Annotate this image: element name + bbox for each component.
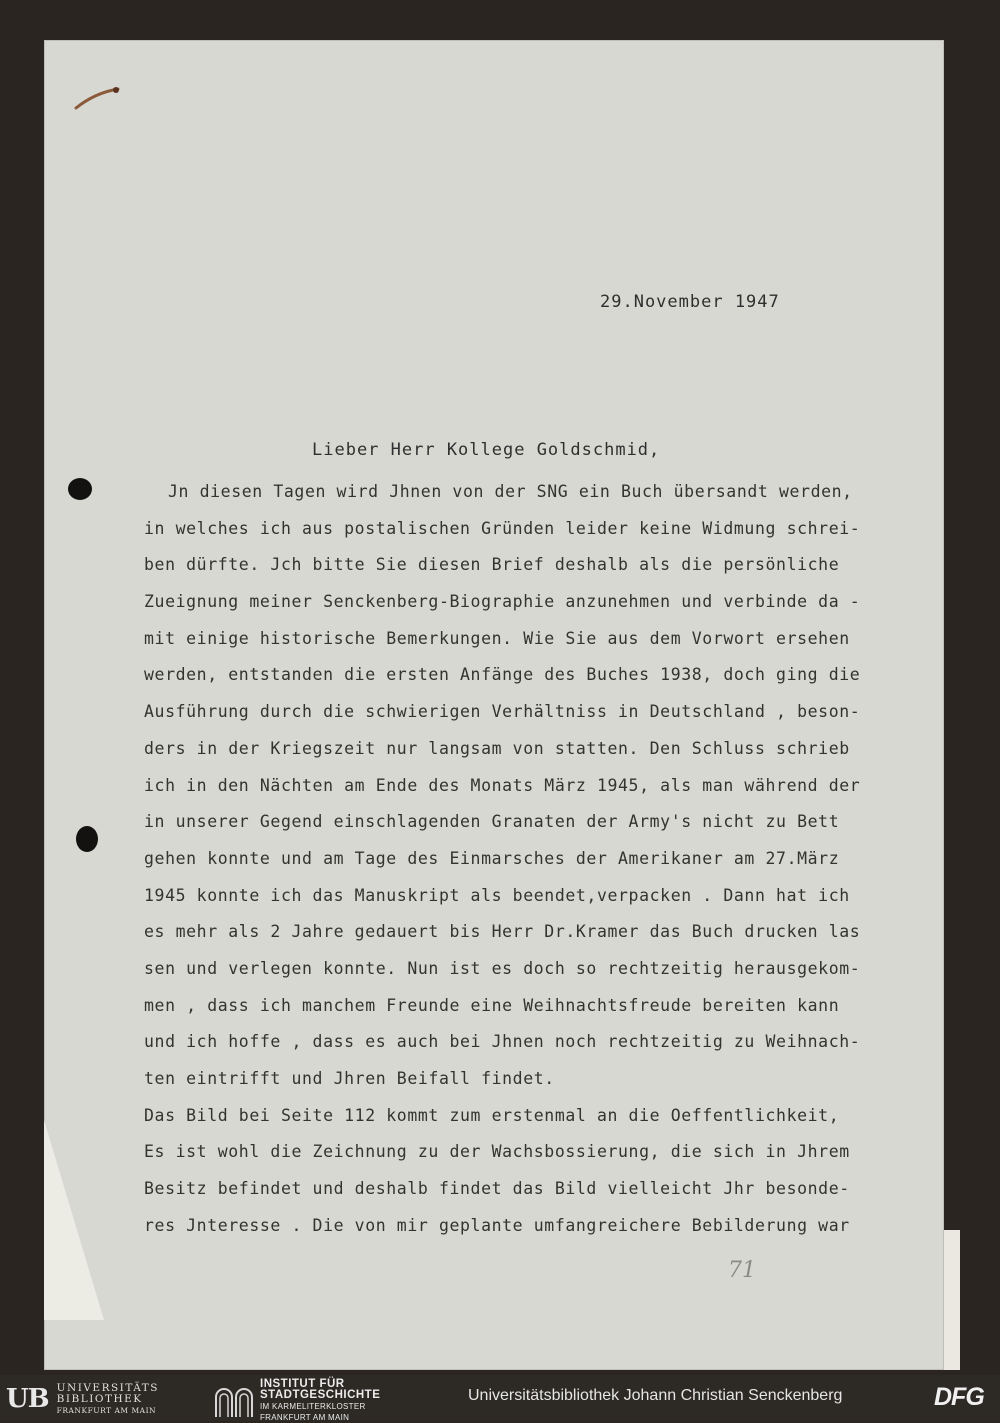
viewer-footer (0, 1375, 1000, 1421)
body-line: Zueignung meiner Senckenberg-Biographie anzunehmen und verbinde da - (144, 592, 861, 612)
body-line: ben dürfte. Jch bitte Sie diesen Brief deshalb als die persönliche (144, 555, 840, 575)
letter-salutation: Lieber Herr Kollege Goldschmid, (312, 440, 661, 460)
body-line: Jn diesen Tagen wird Jhnen von der SNG ein Buch übersandt werden, (168, 482, 853, 501)
punch-hole-top (68, 478, 92, 500)
body-line: men , dass ich manchem Freunde eine Weihnachtsfreude bereiten kann (144, 995, 840, 1015)
ub-logo-mark: UB (6, 1384, 49, 1414)
ifs-line-4: FRANKFURT AM MAIN (260, 1413, 350, 1422)
ifs-line-1: INSTITUT FÜR (260, 1378, 345, 1390)
body-line: in unserer Gegend einschlagenden Granaten der Army's nicht zu Bett (144, 812, 840, 832)
body-line: mit einige historische Bemerkungen. Wie Sie aus dem Vorwort ersehen (144, 628, 850, 648)
body-line: es mehr als 2 Jahre gedauert bis Herr Dr.Kramer das Buch drucken las (144, 922, 861, 942)
ifs-line-2: STADTGESCHICHTE (260, 1389, 381, 1401)
body-line: Es ist wohl die Zeichnung zu der Wachsbossierung, die sich in Jhrem (144, 1142, 850, 1162)
dfg-logo[interactable]: DFG (934, 1383, 984, 1411)
body-line: ten eintrifft und Jhren Beifall findet. (144, 1069, 555, 1088)
folded-corner (44, 1120, 104, 1320)
pencil-page-number: 71 (728, 1258, 756, 1283)
ub-line-2: BIBLIOTHEK (56, 1392, 143, 1405)
arches-icon (214, 1383, 254, 1419)
body-line: gehen konnte und am Tage des Einmarsches der Amerikaner am 27.März (144, 848, 840, 868)
ifs-line-3: IM KARMELITERKLOSTER (260, 1402, 366, 1411)
body-line: 1945 konnte ich das Manuskript als beendet,verpacken . Dann hat ich (144, 885, 850, 905)
body-line: und ich hoffe , dass es auch bei Jhnen noch rechtzeitig zu Weihnach- (144, 1032, 861, 1052)
ub-logo[interactable] (6, 1383, 159, 1415)
paper-edge (944, 1230, 960, 1370)
body-line: Ausführung durch die schwierigen Verhältniss in Deutschland , beson- (144, 702, 861, 722)
letter-date: 29.November 1947 (600, 292, 780, 312)
body-line: in welches ich aus postalischen Gründen leider keine Widmung schrei- (144, 518, 861, 538)
rust-stain (72, 86, 122, 112)
body-line: ders in der Kriegszeit nur langsam von statten. Den Schluss schrieb (144, 738, 850, 758)
body-line: ich in den Nächten am Ende des Monats März 1945, als man während der (144, 775, 861, 795)
letter-body (144, 474, 944, 1244)
punch-hole-bottom (76, 826, 98, 852)
body-line: res Jnteresse . Die von mir geplante umfangreichere Bebilderung war (144, 1215, 850, 1235)
ifs-logo[interactable] (214, 1379, 380, 1423)
body-line: Besitz befindet und deshalb findet das Bild vielleicht Jhr besonde- (144, 1179, 850, 1199)
ub-line-3: FRANKFURT AM MAIN (56, 1405, 157, 1415)
ub-logo-text (57, 1383, 159, 1416)
body-line: werden, entstanden die ersten Anfänge des Buches 1938, doch ging die (144, 665, 861, 685)
library-title: Universitätsbibliothek Johann Christian Senckenberg (468, 1387, 843, 1404)
ifs-logo-text (260, 1379, 380, 1423)
body-line: sen und verlegen konnte. Nun ist es doch so rechtzeitig herausgekom- (144, 958, 861, 978)
ub-line-1: UNIVERSITÄTS (56, 1381, 159, 1394)
body-line: Das Bild bei Seite 112 kommt zum erstenmal an die Oeffentlichkeit, (144, 1105, 840, 1125)
